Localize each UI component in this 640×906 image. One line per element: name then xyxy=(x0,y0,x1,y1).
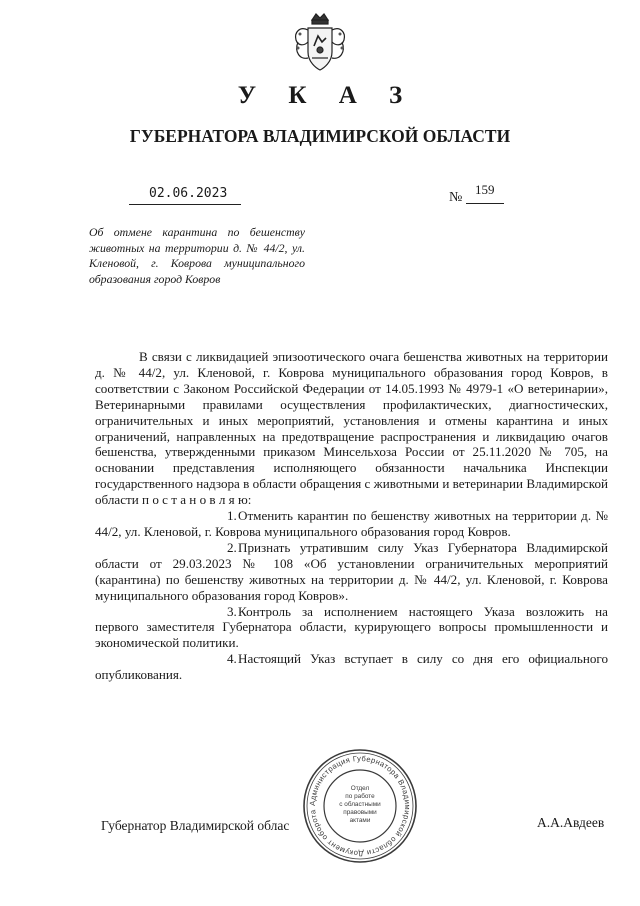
item-number: 4. xyxy=(227,651,237,667)
official-stamp xyxy=(301,747,419,865)
coat-of-arms-icon xyxy=(290,12,350,74)
document-number: 159 xyxy=(475,182,495,197)
item-text: Признать утратившим силу Указ Губернатора Владимирской области от 29.03.2023 № 108 «Об установлении ограничительных мероприятий (карантина) по бешенству животных на территории д. № 44/2, ул. Кленовой, г. Коврова муниципального образования город Ковров». xyxy=(95,539,608,603)
list-item xyxy=(95,604,608,652)
document-subtitle: ГУБЕРНАТОРА ВЛАДИМИРСКОЙ ОБЛАСТИ xyxy=(129,126,511,146)
preamble-paragraph: В связи с ликвидацией эпизоотического очага бешенства животных на территории д. № 44/2, ул. Кленовой, г. Коврова муниципального образования город Ковров, в соответствии с Законом Российской Федерации от 14.05.1993 № 4979-1 «О ветеринарии», Ветеринарными правилами осуществления профилактических, диагностических, ограничительных и иных мероприятий, установления и отмены карантина и иных ограничений, направленных на предотвращение распространения и ликвидацию очагов бешенства, утвержденными приказом Минсельхоза России от 25.11.2020 № 705, на основании представления исполняющего обязанности начальника Инспекции государственного надзора в области обращения с животными и ветеринарии Владимирской области п о с т а н о в л я ю: xyxy=(95,349,608,508)
item-text: Отменить карантин по бешенству животных на территории д. № 44/2, ул. Кленовой, г. Коврова муниципального образования город Ковров. xyxy=(95,508,608,539)
stamp-inner-line: по работе xyxy=(345,793,375,800)
stamp-inner-line: правовыми xyxy=(343,809,377,816)
stamp-inner-line: Отдел xyxy=(350,785,370,792)
stamp-inner-line: с областными xyxy=(339,801,381,808)
item-number: 1. xyxy=(227,508,237,524)
item-text: Настоящий Указ вступает в силу со дня его официального опубликования. xyxy=(95,651,608,683)
list-item xyxy=(95,651,608,683)
list-item xyxy=(95,540,608,604)
document-date: 02.06.2023 xyxy=(149,186,228,201)
number-underline xyxy=(466,203,504,204)
signer-name: А.А.Авдеев xyxy=(537,815,605,830)
item-text: Контроль за исполнением настоящего Указа возложить на первого заместителя Губернатора области, курирующего вопросы промышленности и экономической политики. xyxy=(95,603,608,651)
document-subject: Об отмене карантина по бешенству животных на территории д. № 44/2, ул. Кленовой, г. Коврова муниципального образования город Ковров xyxy=(89,225,305,286)
item-number: 3. xyxy=(227,603,237,619)
list-item xyxy=(95,508,608,540)
item-number: 2. xyxy=(227,539,237,555)
number-sign: № xyxy=(449,190,463,205)
date-underline xyxy=(129,204,241,205)
stamp-outer-text: Администрация Губернатора Владимирской области Документ оборота xyxy=(307,753,413,859)
signer-position: Губернатор Владимирской облас xyxy=(101,818,290,833)
document-body xyxy=(95,349,608,683)
document-title: У К А З xyxy=(237,82,416,109)
stamp-inner-line: актами xyxy=(349,817,371,824)
